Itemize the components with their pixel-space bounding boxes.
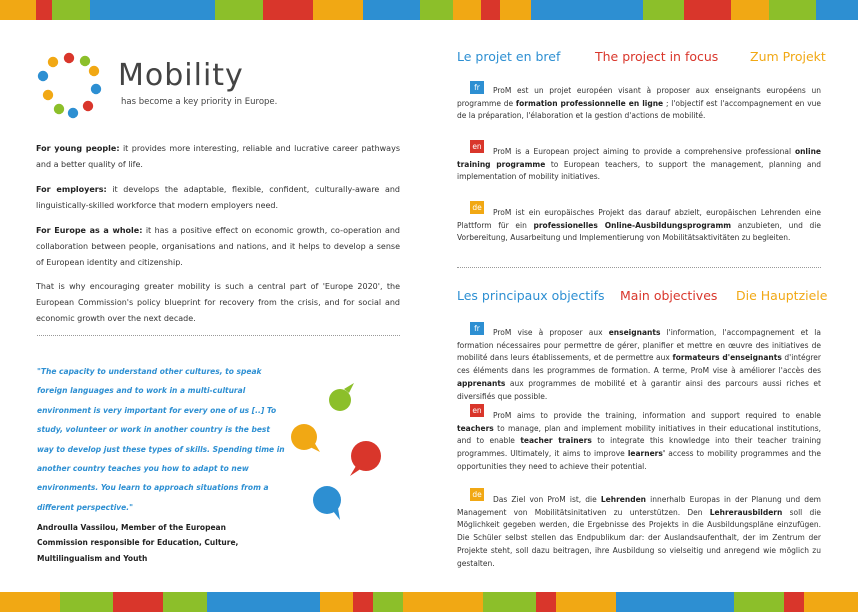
- europe-paragraph: [36, 223, 400, 271]
- page-subtitle: has become a key priority in Europe.: [121, 97, 278, 107]
- objectives-text-de: Das Ziel von ProM ist, die Lehrenden innerhalb Europas in der Planung und dem Management von Mobilitätsinitativen zu unterstützen. Den Lehrerausbildern soll die Möglichkeit gegeben werden, die Ergebnisse des Projekts in die Ausbildungspläne einzufügen. Die Schüler selbst stellen das Endpublikum dar: der Auslandsaufenthalt, der im Zentrum der Projekte steht, soll dazu beitragen, ihre Ausbildung so vielseitig und anregend wie möglich zu gestalten.: [457, 495, 821, 568]
- logo-dot: [64, 53, 74, 63]
- bottom-color-band: [0, 592, 858, 612]
- objectives-text-en: ProM aims to provide the training, information and support required to enable teachers to manage, plan and implement mobility initiatives in their educational institutions, and to enable teacher trainers to integrate this knowledge into their teacher training programmes. Ultimately, it aims to improve learners' access to mobility programmes and the opportunities they need to achieve their potential.: [457, 411, 822, 471]
- employers-paragraph: [36, 182, 400, 214]
- header-die-hauptziele: Die Hauptziele: [736, 288, 828, 303]
- logo-dot: [91, 84, 101, 94]
- employers-label: For employers:: [36, 185, 107, 194]
- focus-text-en: ProM is a European project aiming to provide a comprehensive professional online training programme to European teachers, to support the management, planning and implementation of mobility initiatives.: [457, 147, 821, 182]
- speech-bubble-orange-icon: [291, 424, 320, 452]
- logo-dot: [83, 101, 93, 111]
- lang-tag-de: de: [470, 488, 484, 501]
- logo-dot: [38, 71, 48, 81]
- logo-dot: [89, 66, 99, 76]
- logo-dot: [68, 108, 78, 118]
- logo-dot: [54, 104, 64, 114]
- quote-text: "The capacity to understand other cultures, to speak foreign languages and to work in a multi-cultural environment is very important for every one of us [..] To study, volunteer or work in another country is the best way to develop just these types of skills. Spending time in another country teaches you how to adapt to new environments. You learn to approach situations from a different perspective.": [37, 367, 285, 512]
- speech-bubble-red-icon: [350, 441, 381, 476]
- right-divider: [457, 267, 821, 268]
- lang-tag-fr: fr: [470, 322, 484, 335]
- left-divider: [37, 335, 400, 336]
- header-main-objectives: Main objectives: [620, 288, 718, 303]
- speech-bubble-green-icon: [329, 383, 354, 411]
- lang-tag-fr: fr: [470, 81, 484, 94]
- focus-text-de: ProM ist ein europäisches Projekt das darauf abzielt, europäischen Lehrenden eine Plattform für ein professionelles Online-Ausbildungsprogramm anzubieten, und die Vorbereitung, Ausarbeitung und Implementierung von Mobilitätsaktivitäten zu begleiten.: [457, 208, 821, 243]
- speech-bubble-blue-icon: [313, 486, 341, 520]
- logo-dot: [43, 90, 53, 100]
- policy-paragraph: That is why encouraging greater mobility is such a central part of 'Europe 2020', the European Commission's policy blueprint for recovery from the crisis, and for social and economic growth over the next decade.: [36, 282, 400, 323]
- objectives-text-fr: ProM vise à proposer aux enseignants l'information, l'accompagnement et la formation nécessaires pour permettre de gérer, planifier et mettre en œuvre des initiatives de mobilité dans leurs établissements, et de permettre aux formateurs d'enseignants d'intégrer ces éléments dans les programmes de formation. A terme, ProM vise à améliorer l'accès des apprenants aux programmes de mobilité et à garantir ainsi des parcours aussi riches et diversifiés que possible.: [457, 328, 821, 401]
- europe-text: it has a positive effect on economic growth, co-operation and collaboration between people, organisations and nations, and it helps to develop a sense of European identity and citizenship.: [36, 226, 400, 267]
- header-zum-projekt: Zum Projekt: [750, 49, 826, 64]
- mobility-logo: [34, 50, 104, 120]
- young-people-label: For young people:: [36, 144, 120, 153]
- header-principaux-objectifs: Les principaux objectifs: [457, 288, 605, 303]
- lang-tag-en: en: [470, 140, 484, 153]
- quote-author: Androulla Vassilou, Member of the European Commission responsible for Education, Culture, Multilingualism and Youth: [37, 523, 239, 563]
- speech-bubbles-graphic: [280, 380, 390, 530]
- header-projet-en-bref: Le projet en bref: [457, 49, 561, 64]
- employers-text: it develops the adaptable, flexible, confident, culturally-aware and linguistically-skilled workforce that modern employers need.: [36, 185, 401, 210]
- young-people-paragraph: [36, 141, 400, 173]
- lang-tag-en: en: [470, 404, 484, 417]
- top-color-band: [0, 0, 858, 20]
- logo-dot: [48, 57, 58, 67]
- young-people-text: it provides more interesting, reliable and lucrative career pathways and a better quality of life.: [36, 144, 400, 169]
- header-project-in-focus: The project in focus: [595, 49, 719, 64]
- focus-text-fr: ProM est un projet européen visant à proposer aux enseignants européens un programme de formation professionnelle en ligne ; l'objectif est l'accompagnement en vue de la préparation, l'élaboration et la gestion d'actions de mobilité.: [457, 86, 821, 121]
- page-title: Mobility: [118, 58, 244, 93]
- europe-label: For Europe as a whole:: [36, 226, 143, 235]
- logo-dot: [80, 56, 90, 66]
- lang-tag-de: de: [470, 201, 484, 214]
